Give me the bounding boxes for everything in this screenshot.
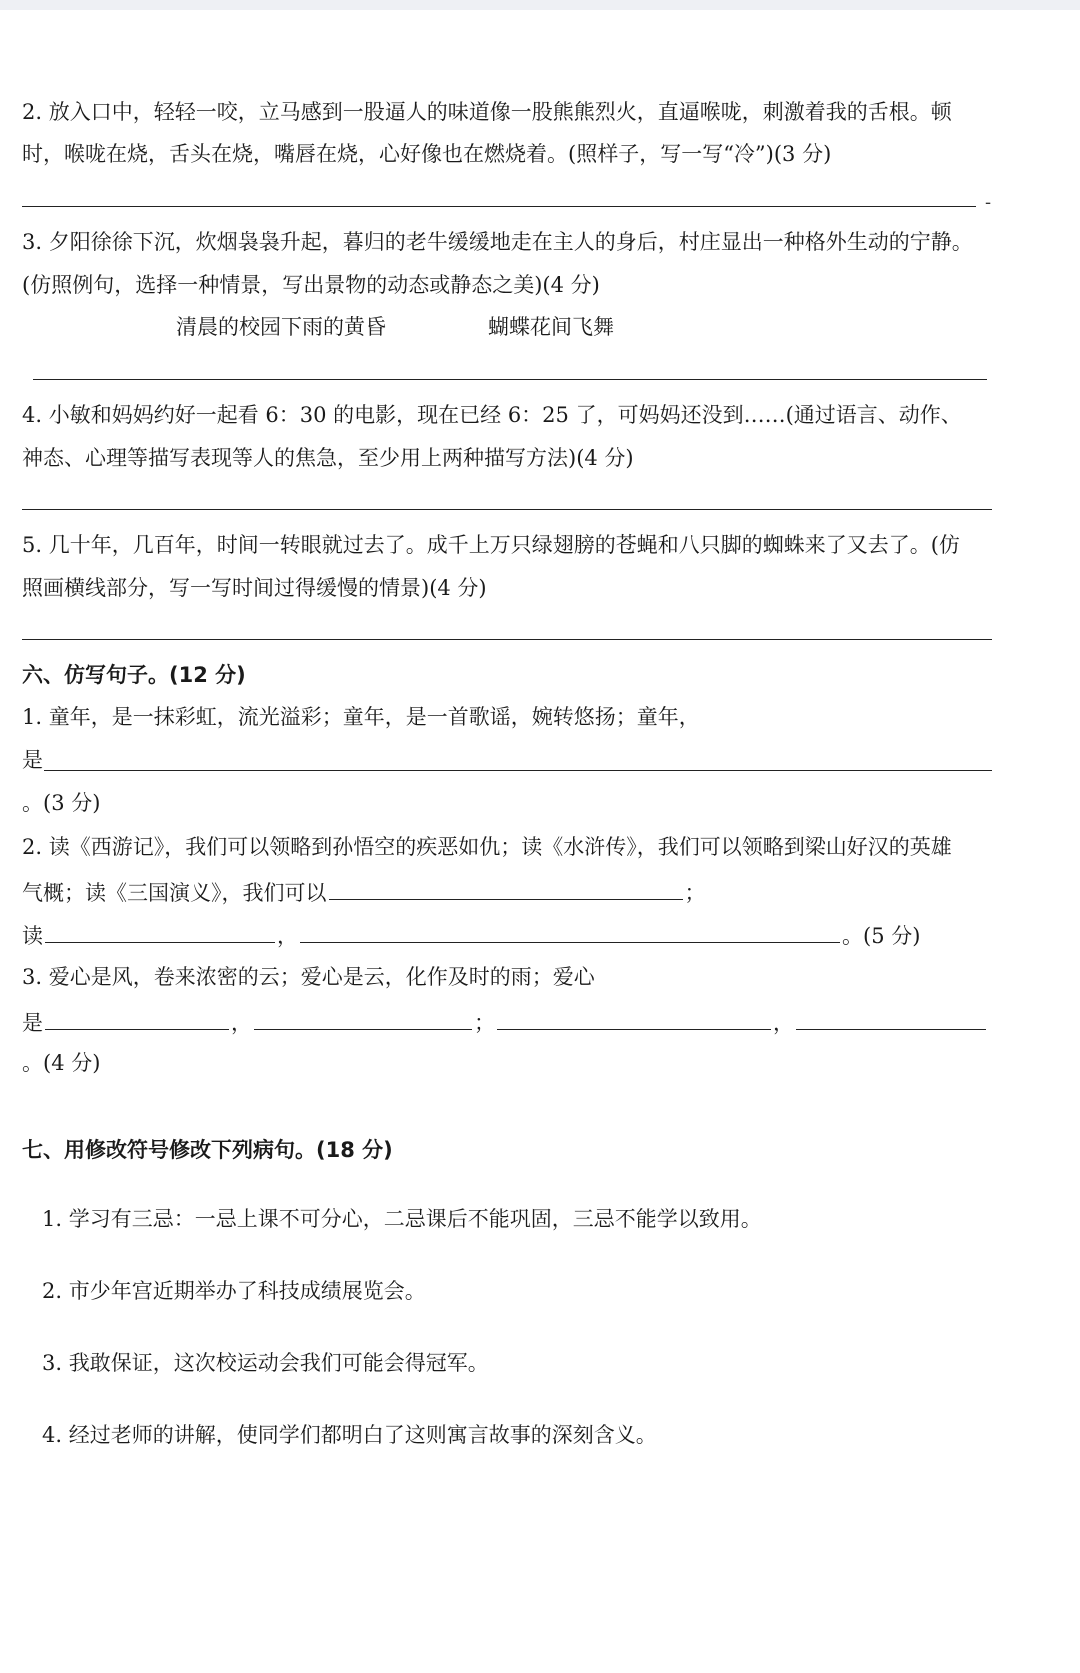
s6-q1-line2 <box>22 745 43 775</box>
s6-q2-line2 <box>22 875 706 908</box>
s7-item-3: 3. 我敢保证，这次校运动会我们可能会得冠军。 <box>42 1351 489 1375</box>
q2-line1: 2. 放入口中，轻轻一咬，立马感到一股逼人的味道像一股熊熊烈火，直逼喉咙，刺激着我的舌根。顿 <box>22 100 952 124</box>
s6-q3-prefix: 是 <box>22 1011 43 1035</box>
s6-q2-blank-2[interactable] <box>45 918 275 943</box>
s6-q2-comma: ， <box>277 924 298 948</box>
s6-q2-prefix: 气概；读《三国演义》，我们可以 <box>22 881 327 905</box>
s6-q3-line1: 3. 爱心是风，卷来浓密的云；爱心是云，化作及时的雨；爱心 <box>22 965 595 989</box>
q3-option-b: 蝴蝶花间飞舞 <box>488 315 614 339</box>
s6-q3-blank-1[interactable] <box>45 1005 229 1030</box>
s6-q1-score: 。(3 分) <box>22 791 101 815</box>
s6-q2-semicolon: ； <box>684 881 706 905</box>
q3-option-a: 清晨的校园下雨的黄昏 <box>176 315 386 339</box>
q2-line2: 时，喉咙在烧，舌头在烧，嘴唇在烧，心好像也在燃烧着。(照样子，写一写“冷”)(3 分) <box>22 142 832 166</box>
q4-line2: 神态、心理等描写表现等人的焦急，至少用上两种描写方法)(4 分) <box>22 446 634 470</box>
q4-line1: 4. 小敏和妈妈约好一起看 6：30 的电影，现在已经 6：25 了，可妈妈还没到……(通过语言、动作、 <box>22 403 962 427</box>
s7-item-4: 4. 经过老师的讲解，使同学们都明白了这则寓言故事的深刻含义。 <box>42 1423 657 1447</box>
s6-q2-score: 。(5 分) <box>842 924 921 948</box>
q4-answer-line[interactable] <box>22 509 992 510</box>
s6-q2-blank-1[interactable] <box>329 875 683 900</box>
s6-q3-punct-1: ， <box>231 1011 252 1035</box>
s6-q3-blank-4[interactable] <box>796 1005 986 1030</box>
q5-answer-line[interactable] <box>22 639 992 640</box>
s6-q1-prefix: 是 <box>22 748 43 772</box>
s7-item-1: 1. 学习有三忌：一忌上课不可分心，二忌课后不能巩固，三忌不能学以致用。 <box>42 1207 762 1231</box>
section6-heading: 六、仿写句子。(12 分) <box>22 663 246 687</box>
q3-answer-line[interactable] <box>33 379 987 380</box>
s6-q3-line2 <box>22 1005 988 1038</box>
s6-q3-score: 。(4 分) <box>22 1051 101 1075</box>
dash-mark: - <box>985 192 992 213</box>
q5-line2: 照画横线部分，写一写时间过得缓慢的情景)(4 分) <box>22 576 487 600</box>
s6-q1-answer-line[interactable] <box>44 770 992 771</box>
s6-q3-punct-2: ； <box>474 1011 495 1035</box>
s6-q3-blank-3[interactable] <box>497 1005 771 1030</box>
q5-line1: 5. 几十年，几百年，时间一转眼就过去了。成千上万只绿翅膀的苍蝇和八只脚的蜘蛛来了又去了。(仿 <box>22 533 960 557</box>
s6-q3-punct-3: ， <box>773 1011 794 1035</box>
s6-q2-blank-3[interactable] <box>300 918 840 943</box>
q3-line2: (仿照例句，选择一种情景，写出景物的动态或静态之美)(4 分) <box>22 273 600 297</box>
s6-q2-line1: 2. 读《西游记》，我们可以领略到孙悟空的疾恶如仇；读《水浒传》，我们可以领略到梁山好汉的英雄 <box>22 835 952 859</box>
q2-answer-line[interactable] <box>22 206 976 207</box>
s6-q2-read: 读 <box>22 924 43 948</box>
s6-q1-line1: 1. 童年，是一抹彩虹，流光溢彩；童年，是一首歌谣，婉转悠扬；童年， <box>22 705 700 729</box>
s6-q3-blank-2[interactable] <box>254 1005 472 1030</box>
q3-line1: 3. 夕阳徐徐下沉，炊烟袅袅升起，暮归的老牛缓缓地走在主人的身后，村庄显出一种格外生动的宁静。 <box>22 230 973 254</box>
s6-q2-line3 <box>22 918 920 951</box>
section7-heading: 七、用修改符号修改下列病句。(18 分) <box>22 1138 393 1162</box>
s7-item-2: 2. 市少年宫近期举办了科技成绩展览会。 <box>42 1279 426 1303</box>
